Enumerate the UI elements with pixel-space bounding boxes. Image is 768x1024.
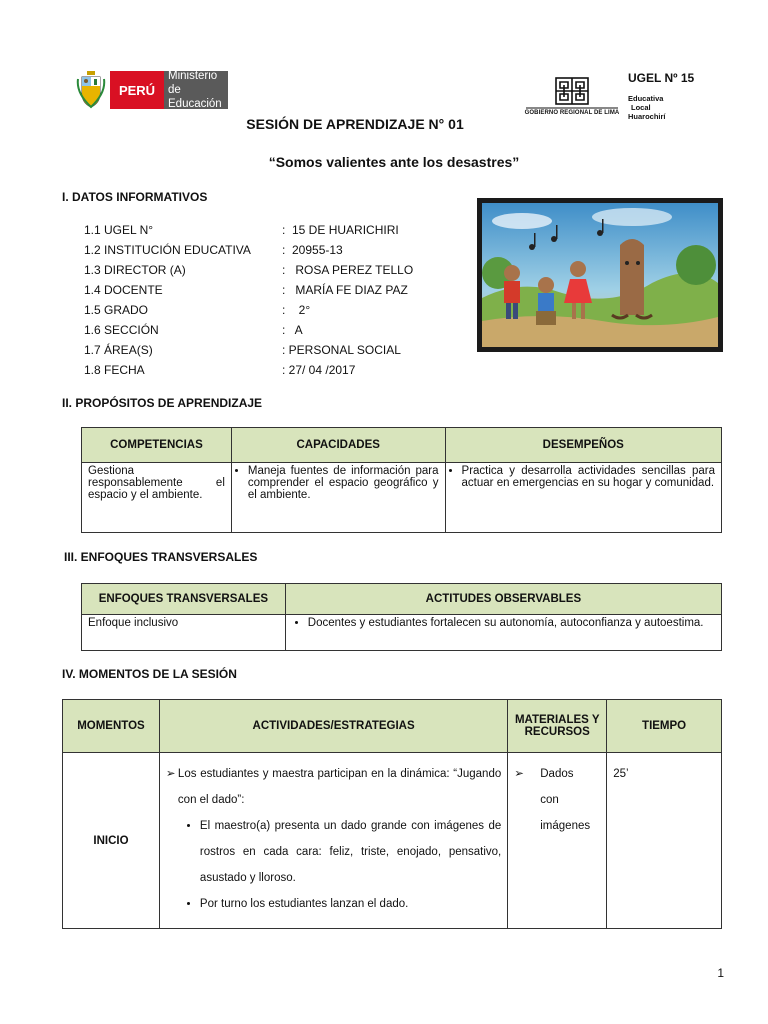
info-label: 1.4 DOCENTE <box>84 283 163 297</box>
activity-intro-text: Los estudiantes y maestra participan en la dinámica: “Jugando con el dado”: <box>177 768 502 806</box>
info-row <box>84 303 310 323</box>
peru-label: PERÚ <box>110 71 164 109</box>
capacidad-item: • Maneja fuentes de información para comprender el espacio geográfico y el ambiente. <box>248 465 439 501</box>
info-value: : 20955-13 <box>282 243 343 257</box>
enfoque-cell: Enfoque inclusivo <box>82 615 286 651</box>
info-value: : 27/ 04 /2017 <box>282 363 356 377</box>
table-header-row <box>82 584 722 615</box>
ugel-title: UGEL Nº 15 <box>628 71 695 85</box>
info-label: 1.3 DIRECTOR (A) <box>84 263 186 277</box>
peru-coat-of-arms-icon <box>76 71 106 109</box>
material-text: Dados con imágenes <box>540 768 591 832</box>
regional-caption: GOBIERNO REGIONAL DE LIMA <box>524 110 620 116</box>
arrow-bullet-icon: ➢ <box>165 768 176 780</box>
info-row <box>84 283 408 303</box>
momento-cell: INICIO <box>63 753 160 929</box>
page-number: 1 <box>717 966 724 980</box>
column-header: DESEMPEÑOS <box>445 428 721 463</box>
column-header: ACTIVIDADES/ESTRATEGIAS <box>159 700 507 753</box>
info-value: : MARÍA FE DIAZ PAZ <box>282 283 408 297</box>
competencia-cell: Gestiona responsablemente el espacio y el ambiente. <box>82 463 232 533</box>
actitud-cell <box>285 615 721 651</box>
info-row <box>84 243 343 263</box>
desempeno-cell <box>445 463 721 533</box>
column-header: ACTITUDES OBSERVABLES <box>285 584 721 615</box>
momentos-table <box>62 699 722 929</box>
info-value: : ROSA PEREZ TELLO <box>282 263 414 277</box>
section-heading-enfoques: III. ENFOQUES TRANSVERSALES <box>64 550 258 564</box>
capacidad-cell <box>231 463 445 533</box>
info-row <box>84 363 355 383</box>
info-row <box>84 263 413 283</box>
ministry-line2: de Educación <box>168 84 222 110</box>
ministry-line1: Ministerio <box>168 70 218 82</box>
table-row <box>82 615 722 651</box>
info-label: 1.5 GRADO <box>84 303 149 317</box>
info-row <box>84 343 401 363</box>
column-header: ENFOQUES TRANSVERSALES <box>82 584 286 615</box>
session-title: SESIÓN DE APRENDIZAJE N° 01 <box>246 116 464 132</box>
ugel-sub-line: Huarochirí <box>628 112 666 121</box>
column-header: MATERIALES Y RECURSOS <box>508 700 607 753</box>
ministry-logo <box>72 69 228 111</box>
activity-bullet: • Por turno los estudiantes lanzan el dado. <box>200 891 501 917</box>
ugel-block <box>628 71 694 121</box>
info-value: : PERSONAL SOCIAL <box>282 343 401 357</box>
info-row <box>84 323 303 343</box>
ugel-sub-line: Educativa <box>628 94 664 103</box>
info-value: : 15 DE HUARICHIRI <box>282 223 399 237</box>
column-header: CAPACIDADES <box>231 428 445 463</box>
column-header: MOMENTOS <box>63 700 160 753</box>
arrow-bullet-icon: ➢ <box>514 768 524 780</box>
regional-emblem-icon <box>524 76 620 110</box>
table-row <box>82 463 722 533</box>
info-label: 1.2 INSTITUCIÓN EDUCATIVA <box>84 243 251 257</box>
actividad-cell <box>159 753 507 929</box>
section-heading-propositos: II. PROPÓSITOS DE APRENDIZAJE <box>62 396 263 410</box>
info-label: 1.8 FECHA <box>84 363 145 377</box>
children-illustration <box>477 198 723 352</box>
info-label: 1.6 SECCIÓN <box>84 323 159 337</box>
info-row <box>84 223 399 243</box>
material-item <box>514 761 600 839</box>
actitud-item: • Docentes y estudiantes fortalecen su autonomía, autoconfianza y autoestima. <box>308 617 715 629</box>
ministry-name <box>164 71 228 109</box>
tiempo-cell: 25’ <box>607 753 722 929</box>
section-heading-momentos: IV. MOMENTOS DE LA SESIÓN <box>62 667 237 681</box>
children-music-illustration <box>482 203 718 347</box>
table-row <box>63 753 722 929</box>
ugel-sub-line: Local <box>631 103 651 112</box>
activity-bullet: • El maestro(a) presenta un dado grande con imágenes de rostros en cada cara: feliz, triste, enojado, pensativo, asustado y lloroso. <box>200 813 501 891</box>
activity-intro <box>166 761 501 813</box>
info-value: : 2° <box>282 303 311 317</box>
info-label: 1.1 UGEL N° <box>84 223 154 237</box>
info-label: 1.7 ÁREA(S) <box>84 343 153 357</box>
propositos-table <box>81 427 722 533</box>
column-header: TIEMPO <box>607 700 722 753</box>
table-header-row <box>82 428 722 463</box>
desempeno-item: • Practica y desarrolla actividades sencillas para actuar en emergencias en su hogar y comunidad. <box>462 465 715 489</box>
material-cell <box>508 753 607 929</box>
section-heading-datos: I. DATOS INFORMATIVOS <box>62 190 208 204</box>
info-value: : A <box>282 323 303 337</box>
enfoques-table <box>81 583 722 651</box>
column-header: COMPETENCIAS <box>82 428 232 463</box>
session-subtitle: “Somos valientes ante los desastres” <box>268 154 520 170</box>
table-header-row <box>63 700 722 753</box>
